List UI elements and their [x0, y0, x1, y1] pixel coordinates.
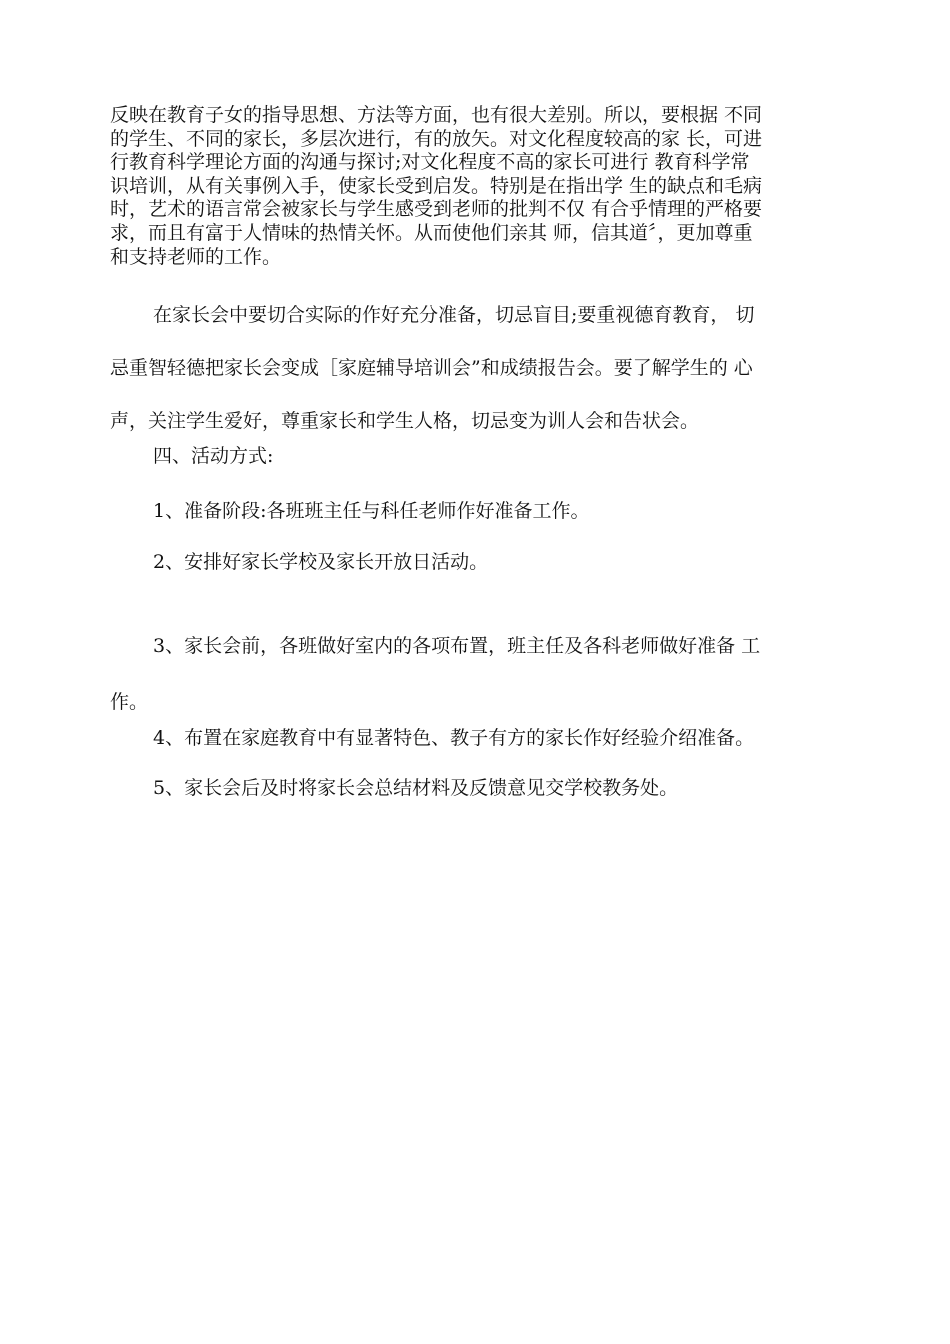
section-heading: 四、活动方式:	[153, 445, 274, 467]
text-line: 时，艺术的语言常会被家长与学生感受到老师的批判不仅 有合乎情理的严格要	[110, 198, 763, 221]
text-line: 声，关注学生爱好，尊重家长和学生人格，切忌变为训人会和告状会。	[110, 410, 700, 432]
list-item-4: 4、布置在家庭教育中有显著特色、教子有方的家长作好经验介绍准备。	[153, 727, 755, 749]
text-line: 行教育科学理论方面的沟通与探讨;对文化程度不高的家长可进行 教育科学常	[110, 151, 750, 174]
text-line: 的学生、不同的家长，多层次进行，有的放矢。对文化程度较高的家 长，可进	[110, 127, 763, 150]
list-item-1: 1、准备阶段:各班班主任与科任老师作好准备工作。	[153, 500, 590, 522]
paragraph-parent-communication	[110, 104, 850, 269]
text-line: 和支持老师的工作。	[110, 245, 282, 268]
text-line: 求，而且有富于人情味的热情关怀。从而使他们亲其 师，信其道〞，更加尊重	[110, 221, 753, 244]
list-item-3	[110, 618, 850, 730]
text-line: 在家长会中要切合实际的作好充分准备，切忌盲目;要重视德育教育， 切	[153, 304, 755, 326]
paragraph-meeting-preparation	[110, 289, 850, 448]
list-item-2: 2、安排好家长学校及家长开放日活动。	[153, 551, 489, 573]
text-line: 反映在教育子女的指导思想、方法等方面，也有很大差别。所以，要根据 不同	[110, 104, 763, 126]
text-line: 忌重智轻德把家长会变成［家庭辅导培训会”和成绩报告会。要了解学生的 心	[110, 357, 753, 379]
text-line: 3、家长会前，各班做好室内的各项布置，班主任及各科老师做好准备 工	[153, 635, 761, 657]
text-line: 识培训，从有关事例入手，使家长受到启发。特别是在指出学 生的缺点和毛病	[110, 174, 763, 197]
list-item-5: 5、家长会后及时将家长会总结材料及反馈意见交学校教务处。	[153, 777, 679, 799]
text-line: 作。	[110, 691, 149, 713]
